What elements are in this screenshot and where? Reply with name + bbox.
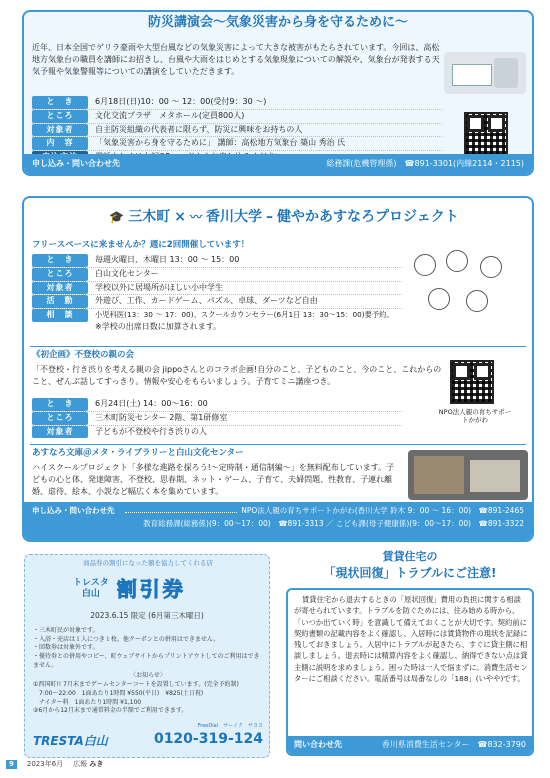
disaster-panel xyxy=(22,10,534,176)
ticket-big-title: 割引券 xyxy=(116,576,186,601)
rental-contact-bar: 問い合わせ先 香川県消費生活センター ☎832-3790 xyxy=(288,736,532,754)
library-text: ハイスクールプロジェクト「多様な進路を探ろう!〜定時制・通信制編〜」を無料配布しています。子どもの心と体、発達障害、不登校、思春期、ネット・ゲーム、子育て、夫婦問題、性教育、子連れ離婚、虐待、絵本、小説など幅広く本を集めています。 xyxy=(32,463,395,496)
project-title: 🎓 三木町 × 〰 香川大学 – 健やかあすなろプロジェクト xyxy=(54,204,514,230)
disaster-row-place: ところ 文化交流プラザ メタホール(定員800人) xyxy=(32,110,442,124)
ticket-header: トレスタ 白山 割引券 xyxy=(73,576,186,601)
parents-row-place: ところ 三木町防災センター 2階、第1研修室 xyxy=(32,412,402,426)
ticket-date: 2023.6.15 限定 (6月第三木曜日) xyxy=(90,611,204,620)
disaster-illustration xyxy=(444,52,526,94)
rental-panel xyxy=(286,588,534,756)
page-number: 9 xyxy=(6,760,17,769)
children-illustration xyxy=(404,248,528,326)
free-row-time: と き 毎週火曜日、木曜日 13：00 〜 15：00 xyxy=(32,254,402,268)
ticket-notes: ・三木町民が対象です。 ・入浴・売店は１人につき１枚。他クーポンとの併用はできません。 ・回数券は対象外です。 ・優待券との併用やコピー、町ウェブサイトからプリントアウトしてのご利用はできません。 〈お知らせ〉 ①西国町!! 7月末までゲームセンターコートを設置しています。(完全予約制) 7:00〜22:00 1面あたり1時間 ¥550(平日) ¥825(土日祝) ナイター料 1面あたり1時間 ¥1,100 ②6月から12月末まで通常料金の半額でご利用できます。 xyxy=(33,627,260,715)
rental-contact: 香川県消費生活センター ☎832-3790 xyxy=(381,739,526,749)
free-row-activity: 活 動 外遊び、工作、カードゲーム、パズル、卓球、ダーツなど自由 xyxy=(32,295,402,309)
disaster-contact-bar: 申し込み・問い合わせ先 総務課(危機管理係) ☎891-3301(内線2114・2115) xyxy=(24,154,532,174)
disaster-intro: 近年、日本全国でゲリラ豪雨や大型台風などの気象災害によって大きな被害がもたらされています。今回は、高松地方気象台の職員を講師にお招きし、台風や大雨をはじめとする気象現象についての解説や、気象台が発表する天気予報や気象警報等についての講演をしていただきます。 xyxy=(32,43,440,76)
ticket-footer: TRESTA白山 FreeDial サーイク サヨヨ 0120-319-124 xyxy=(33,723,263,748)
parents-row-time: と き 6月24日(土) 14：00〜16：00 xyxy=(32,398,402,412)
disaster-row-time: と き 6月18日(日)10：00 〜 12：00(受付9：30 〜) xyxy=(32,96,442,110)
rental-title: 賃貸住宅の 「現状回復」トラブルにご注意! xyxy=(323,550,497,580)
disaster-row-target: 対象者 自主防災組織の代表者に限らず、防災に興味をお持ちの人 xyxy=(32,124,442,138)
tresta-logo: TRESTA白山 xyxy=(33,733,108,748)
parents-text: 「不登校・行き渋りを考える親の会 jippoさんとのコラボ企画!自分のこと、子どものこと、今のこと、これからのこと、ぜんぶ話してすっきり。情報や安心をもらいましょう。子育てミニ講座つき。 xyxy=(32,365,442,386)
project-contact-1: NPO法人親の育ちサポートかがわ(香川大学 鈴木 9：00 〜 16：00) ☎891-2465 xyxy=(241,506,524,515)
disaster-qr-code[interactable] xyxy=(464,112,508,156)
project-contact-2: 教育総務課(総務係)(9：00〜17：00) ☎891-3313 ／ こども課(母子健康係)(9：00〜17：00) ☎891-3322 xyxy=(143,519,524,529)
disaster-contact: 総務課(危機管理係) ☎891-3301(内線2114・2115) xyxy=(326,158,524,168)
free-row-place: ところ 白山文化センター xyxy=(32,268,402,282)
ticket-banner: 商品券の割引になった額を協力してくれる店 xyxy=(83,559,213,567)
parents-qr-caption: NPO法人親の育ちサポートかがわ xyxy=(438,408,512,425)
rental-text: 賃貸住宅から退去するときの「原状回復」費用の負担に関する相談が寄せられています。トラブルを防ぐためには、住み始める時から、「いつか出ていく時」を意識して備えておくことが大切です。契約前に契約書類の記載内容をよく確認し、入居時には賃貸物件の現状を記録に残しておきましょう。入居中にトラブルが起きたら、すぐに貸主側に相談しましょう。退去時には精算内容をよく確認し、納得できない点は貸主側に説明を求めましょう。困った時は一人で悩まずに、消費生活センターにご相談ください。電話番号は局番なしの「188」(いやや)です。 xyxy=(294,595,528,684)
parents-heading: 《初企画》不登校の親の会 xyxy=(32,350,135,360)
parents-qr-code[interactable] xyxy=(450,360,494,404)
free-space-heading: フリースペースに来ませんか？週に2回開催しています！ xyxy=(32,240,250,250)
publication-name: 広報 みき xyxy=(73,760,104,768)
page-footer xyxy=(6,760,103,769)
ticket-phone[interactable]: 0120-319-124 xyxy=(153,731,263,748)
free-row-target: 対象者 学校以外に居場所がほしい小中学生 xyxy=(32,282,402,296)
free-row-consult: 相 談 小児科医(13：30 〜 17：00)、スクールカウンセラー(6月1日 13：30〜15：00)要予約。 xyxy=(32,309,402,322)
discount-ticket xyxy=(24,554,270,758)
disaster-title: 防災講演会〜気象災害から身を守るために〜 xyxy=(147,15,408,30)
graduation-cap-icon: 🎓 xyxy=(109,209,125,224)
wave-logo-icon: 〰 xyxy=(189,209,202,224)
free-note: ※学校の出席日数に加算されます。 xyxy=(95,322,222,332)
project-panel xyxy=(22,196,534,542)
free-space-details xyxy=(32,254,402,333)
project-contact-bar: 申し込み・問い合わせ先 NPO法人親の育ちサポートかがわ(香川大学 鈴木 9：00 〜 16：00) ☎891-2465 教育総務課(総務係)(9：00〜17：00) ☎891-3313 ／ こども課(母子健康係)(9：00〜17：00) ☎891-3322 xyxy=(24,502,532,540)
issue-date: 2023年6月 xyxy=(26,760,64,768)
parents-row-target: 対象者 子どもが不登校や行き渋りの人 xyxy=(32,426,402,439)
library-heading: あすなろ文庫＠メタ・ライブラリーと白山文化センター xyxy=(32,448,244,458)
disaster-row-content: 内 容 「気象災害から身を守るために」 講師：高松地方気象台 築山 秀治 氏 xyxy=(32,137,442,151)
library-photo xyxy=(408,450,528,500)
parents-details xyxy=(32,398,402,439)
